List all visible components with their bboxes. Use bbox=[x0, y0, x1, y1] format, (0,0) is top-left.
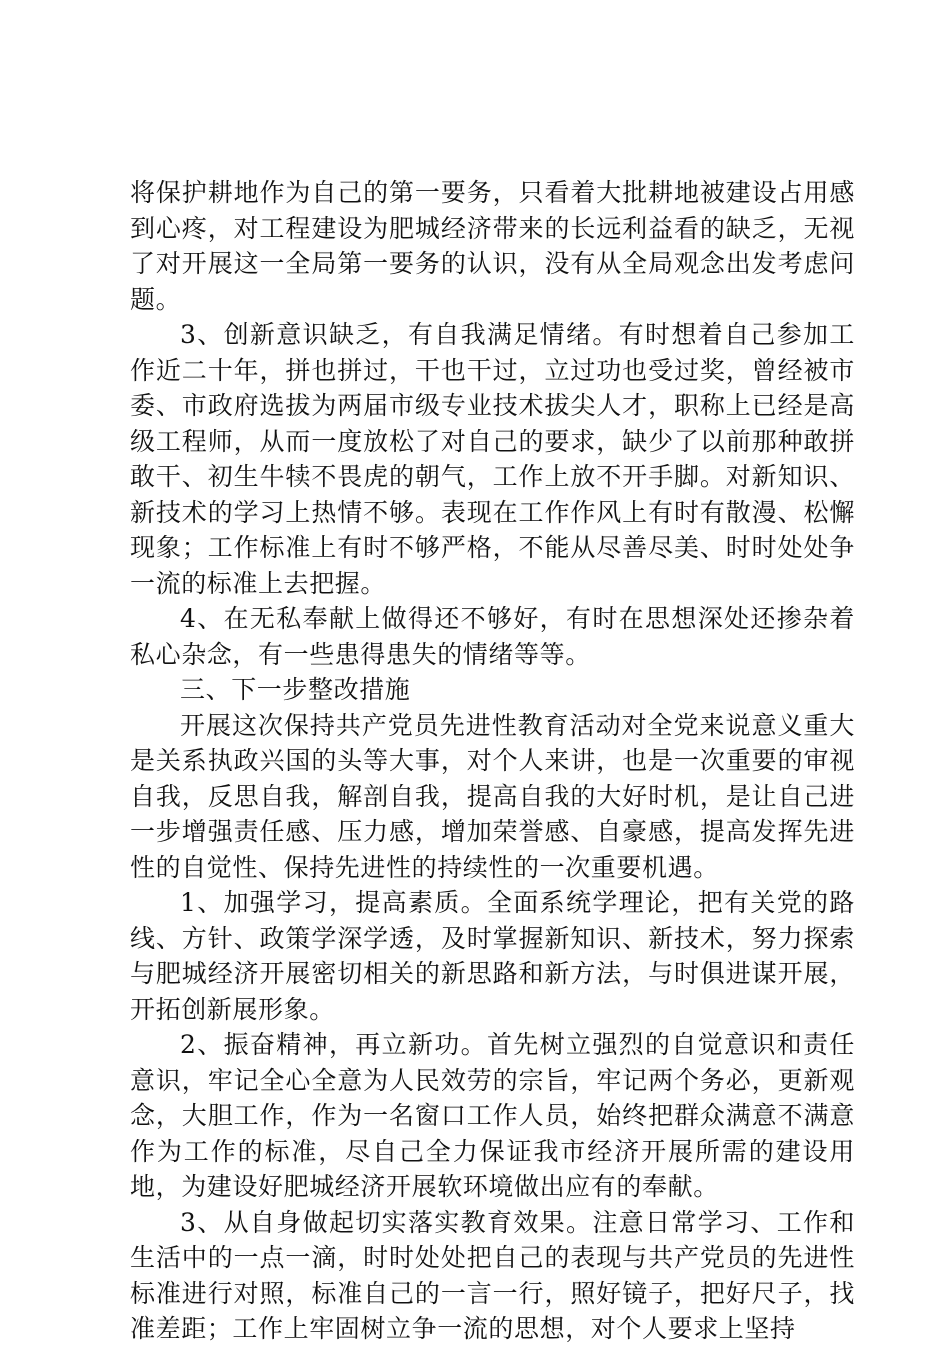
paragraph-measure-2: 2、振奋精神，再立新功。首先树立强烈的自觉意识和责任意识，牢记全心全意为人民效劳的宗旨，牢记两个务必，更新观念，大胆工作，作为一名窗口工作人员，始终把群众满意不满意作为工作的标准，尽自己全力保证我市经济开展所需的建设用地，为建设好肥城经济开展软环境做出应有的奉献。 bbox=[130, 1030, 855, 1201]
paragraph-point-3: 3、创新意识缺乏，有自我满足情绪。有时想着自己参加工作近二十年，拼也拼过，干也干过，立过功也受过奖，曾经被市委、市政府选拔为两届市级专业技术拔尖人才，职称上已经是高级工程师，从而一度放松了对自己的要求，缺少了以前那种敢拼敢干、初生牛犊不畏虎的朝气，工作上放不开手脚。对新知识、新技术的学习上热情不够。表现在工作作风上有时有散漫、松懈现象；工作标准上有时不够严格，不能从尽善尽美、时时处处争一流的标准上去把握。 bbox=[130, 320, 855, 598]
paragraph-measure-1: 1、加强学习，提高素质。全面系统学理论，把有关党的路线、方针、政策学深学透，及时掌握新知识、新技术，努力探索与肥城经济开展密切相关的新思路和新方法，与时俱进谋开展，开拓创新展形象。 bbox=[130, 888, 855, 1024]
document-body bbox=[130, 175, 855, 1347]
paragraph-measure-3: 3、从自身做起切实落实教育效果。注意日常学习、工作和生活中的一点一滴，时时处处把自己的表现与共产党员的先进性标准进行对照，标准自己的一言一行，照好镜子，把好尺子，找准差距；工作上牢固树立争一流的思想，对个人要求上坚持 bbox=[130, 1207, 855, 1343]
paragraph-point-4: 4、在无私奉献上做得还不够好，有时在思想深处还掺杂着私心杂念，有一些患得患失的情绪等等。 bbox=[130, 604, 855, 669]
paragraph-continuation: 将保护耕地作为自己的第一要务，只看着大批耕地被建设占用感到心疼，对工程建设为肥城经济带来的长远利益看的缺乏，无视了对开展这一全局第一要务的认识，没有从全局观念出发考虑问题。 bbox=[130, 178, 855, 314]
paragraph-intro-measures: 开展这次保持共产党员先进性教育活动对全党来说意义重大是关系执政兴国的头等大事，对个人来讲，也是一次重要的审视自我，反思自我，解剖自我，提高自我的大好时机，是让自己进一步增强责任感、压力感，增加荣誉感、自豪感，提高发挥先进性的自觉性、保持先进性的持续性的一次重要机遇。 bbox=[130, 710, 855, 882]
section-heading-next-steps: 三、下一步整改措施 bbox=[180, 675, 411, 704]
